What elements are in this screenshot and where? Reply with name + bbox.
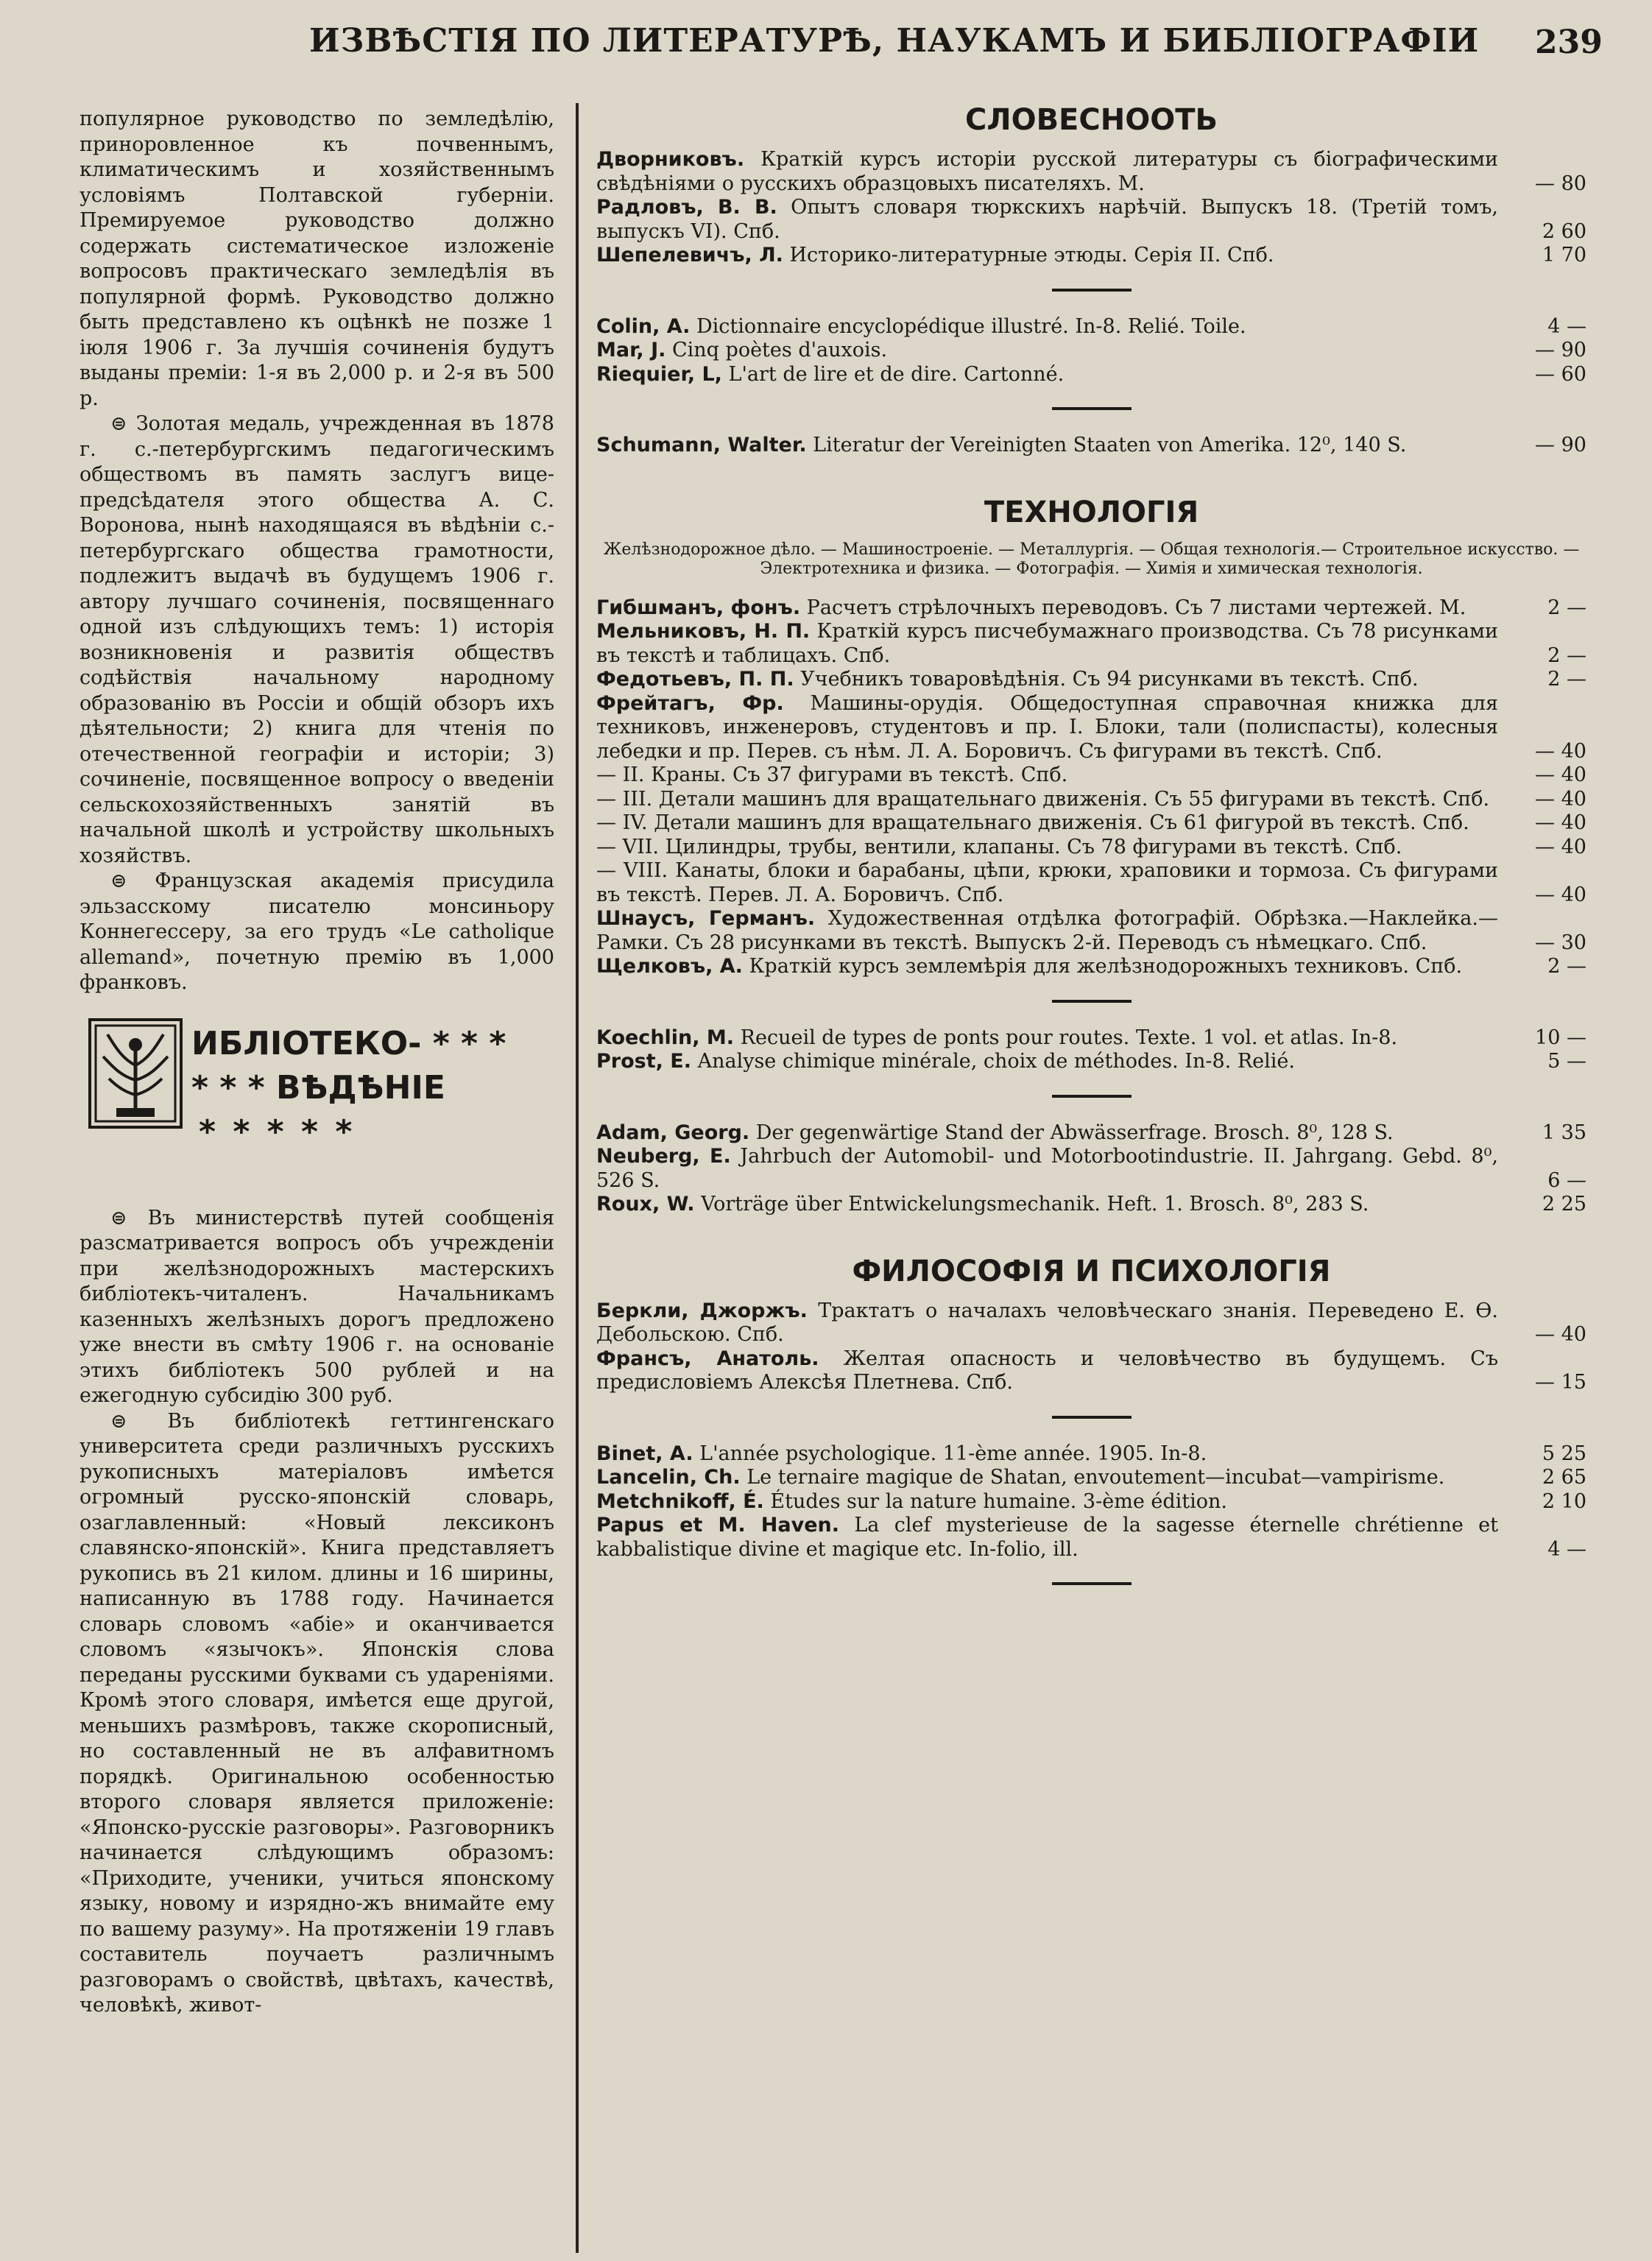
entry-author: Koechlin, M. <box>596 1026 735 1049</box>
book-entry <box>596 836 1586 860</box>
entry-price: — 40 <box>1535 739 1586 763</box>
entry-text: Художественная отдѣлка фотографій. Обрѣзка.—Наклейка.—Рамки. Съ 28 рисунками въ текстѣ. Выпускъ 2-й. Переводъ съ нѣмецкаго. Спб. <box>596 907 1498 954</box>
section-title-tekhnologia: ТЕХНОЛОГІЯ <box>984 495 1199 529</box>
section-spacer <box>596 1217 1586 1251</box>
paragraph-gold-medal: ⊜ Золотая медаль, учрежденная въ 1878 г. с.-петербургскимъ педагогическимъ обществомъ въ память заслугъ вице-предсѣдателя этого общества А. С. Воронова, нынѣ находящаяся въ вѣдѣніи с.-петербургскаго общества грамотности, подлежитъ выдачѣ въ будущемъ 1906 г. автору лучшаго сочиненія, посвященнаго одной изъ слѣдующихъ темъ: 1) исторія возникновенія и развитія обществъ содѣйствія начальному народному образованію въ Россіи и общій обзоръ ихъ дѣятельности; 2) книга для чтенія по отечественной географіи и исторіи; 3) сочиненіе, посвященное вопросу о введеніи сельскохозяйственныхъ занятій въ начальной школѣ и устройству школьныхъ хозяйствъ. <box>80 412 554 867</box>
right-column <box>596 99 1586 1609</box>
paragraph-french-academy: ⊜ Французская академія присудила эльзасскому писателю монсиньору Коннегессеру, за его трудъ «Le catholique allemand», почетную премію въ 1,000 франковъ. <box>80 870 554 994</box>
book-entry <box>596 1299 1586 1347</box>
entry-text: — VII. Цилиндры, трубы, вентили, клапаны. Съ 78 фигурами въ текстѣ. Спб. <box>596 835 1402 858</box>
entry-author: Lancelin, Ch. <box>596 1466 741 1489</box>
book-entry <box>596 859 1586 907</box>
entry-text: Recueil de types de ponts pour routes. Texte. 1 vol. et atlas. In-8. <box>734 1026 1398 1049</box>
entry-price: 2 65 <box>1542 1466 1586 1489</box>
entry-price: 2 25 <box>1542 1193 1586 1216</box>
entry-price: — 15 <box>1535 1371 1586 1394</box>
entry-price: — 40 <box>1535 787 1586 811</box>
entry-text: Literatur der Vereinigten Staaten von Amerika. 12⁰, 140 S. <box>806 434 1407 456</box>
entry-price: — 40 <box>1535 811 1586 834</box>
entry-price: 1 70 <box>1542 244 1586 267</box>
entry-price: 2 — <box>1547 668 1586 691</box>
entry-text: Vorträge über Entwickelungsmechanik. Heft. 1. Brosch. 8⁰, 283 S. <box>694 1193 1369 1216</box>
entry-price: — 80 <box>1535 172 1586 195</box>
book-entry <box>596 1145 1586 1193</box>
book-entry <box>596 434 1586 458</box>
running-title: ИЗВѢСТІЯ ПО ЛИТЕРАТУРѢ, НАУКАМЪ И БИБЛІОГРАФІИ <box>309 22 1480 60</box>
entry-price: — 40 <box>1535 835 1586 858</box>
book-entry <box>596 668 1586 692</box>
entry-text: Трактатъ о началахъ человѣческаго знанія. Переведено Е. Ѳ. Дебольскою. Спб. <box>596 1299 1498 1346</box>
book-entry <box>596 811 1586 836</box>
entry-author: Радловъ, В. В. <box>596 196 777 219</box>
entry-price: 5 — <box>1547 1050 1586 1073</box>
section-heading-library-science <box>88 1018 554 1180</box>
entry-author: Colin, A. <box>596 314 691 338</box>
entry-text: — II. Краны. Съ 37 фигурами въ текстѣ. Спб. <box>596 763 1068 786</box>
heading-line-1: ИБЛІОТЕКО- * * * <box>191 1024 506 1062</box>
entry-price: 2 — <box>1547 955 1586 978</box>
divider-rule <box>1052 1000 1132 1003</box>
entry-text: Машины-орудія. Общедоступная справочная книжка для техниковъ, инженеровъ, студентовъ и пр. I. Блоки, тали (полиспасты), колесныя лебедки и пр. Перев. съ нѣм. Л. А. Боровичъ. Съ фигурами въ текстѣ. Спб. <box>596 691 1498 763</box>
book-entry <box>596 315 1586 339</box>
book-entry <box>596 1347 1586 1395</box>
heading-line-3: * * * * * <box>199 1112 356 1151</box>
entry-text: — IV. Детали машинъ для вращательнаго движенія. Съ 61 фигурой въ текстѣ. Спб. <box>596 811 1469 834</box>
section-title-filosofia: ФИЛОСОФІЯ И ПСИХОЛОГІЯ <box>852 1254 1331 1288</box>
entry-price: 2 10 <box>1542 1489 1586 1513</box>
book-entry <box>596 907 1586 955</box>
entry-price: 2 — <box>1547 643 1586 667</box>
entry-author: Neuberg, E. <box>596 1145 731 1168</box>
entry-text: Краткій курсъ писчебумажнаго производства. Съ 78 рисунками въ текстѣ и таблицахъ. Спб. <box>596 620 1498 667</box>
entry-author: Франсъ, Анатоль. <box>596 1347 819 1370</box>
entry-author: Adam, Georg. <box>596 1121 750 1144</box>
entry-author: Щелковъ, А. <box>596 955 743 978</box>
entry-price: 2 — <box>1547 596 1586 619</box>
entry-author: Дворниковъ. <box>596 148 745 171</box>
entry-text: Jahrbuch der Automobil- und Motorbootindustrie. II. Jahrgang. Gebd. 8⁰, 526 S. <box>596 1145 1498 1192</box>
divider-rule <box>1052 407 1132 410</box>
entry-author: Riequier, L, <box>596 362 722 386</box>
book-entry <box>596 244 1586 268</box>
book-entry <box>596 196 1586 244</box>
entry-author: Мельниковъ, Н. П. <box>596 620 811 643</box>
entry-price: 5 25 <box>1542 1442 1586 1465</box>
section-topics: Желѣзнодорожное дѣло. — Машиностроеніе. — Металлургія. — Общая технологія.— Строительное искусство. — Электротехника и физика. — Фотографія. — Химія и химическая технологія. <box>603 540 1580 578</box>
entry-text: Der gegenwärtige Stand der Abwässerfrage. Brosch. 8⁰, 128 S. <box>749 1121 1394 1144</box>
entry-author: Шепелевичъ, Л. <box>596 244 783 267</box>
book-entry <box>596 763 1586 788</box>
entry-price: 2 60 <box>1542 219 1586 243</box>
entry-author: Prost, E. <box>596 1050 691 1073</box>
entry-price: 1 35 <box>1542 1121 1586 1144</box>
entry-author: Фрейтагъ, Фр. <box>596 691 784 715</box>
section-title-slovesnost: СЛОВЕСНООТЬ <box>964 103 1218 137</box>
page-number: 239 <box>1535 24 1603 61</box>
book-entry <box>596 339 1586 363</box>
entry-author: Mar, J. <box>596 339 666 361</box>
entry-text: Опытъ словаря тюркскихъ нарѣчій. Выпускъ 18. (Третій томъ, выпускъ VI). Спб. <box>596 196 1498 243</box>
entry-price: 10 — <box>1535 1026 1586 1049</box>
entry-text: L'art de lire et de dire. Cartonné. <box>721 362 1065 386</box>
entry-author: Беркли, Джоржъ. <box>596 1299 808 1322</box>
entry-author: Федотьевъ, П. П. <box>596 668 794 691</box>
entry-text: L'année psychologique. 11-ème année. 1905. In-8. <box>693 1442 1207 1465</box>
ornamental-initial-b-icon <box>88 1018 183 1129</box>
entry-price: — 60 <box>1535 362 1586 386</box>
page-header <box>0 16 1652 60</box>
entry-text: Краткій курсъ землемѣрія для желѣзнодорожныхъ техниковъ. Спб. <box>742 955 1463 978</box>
divider-rule <box>1052 1416 1132 1419</box>
entry-text: Желтая опасность и человѣчество въ будущемъ. Съ предисловіемъ Алексѣя Плетнева. Спб. <box>596 1347 1498 1394</box>
entry-text: Расчетъ стрѣлочныхъ переводовъ. Съ 7 листами чертежей. М. <box>800 596 1466 619</box>
entry-author: Binet, A. <box>596 1442 693 1465</box>
book-entry <box>596 1193 1586 1217</box>
book-entry <box>596 596 1586 621</box>
book-entry <box>596 1026 1586 1051</box>
entry-author: Гибшманъ, фонъ. <box>596 596 801 619</box>
divider-rule <box>1052 289 1132 292</box>
entry-price: — 40 <box>1535 1323 1586 1346</box>
entry-price: — 40 <box>1535 883 1586 906</box>
entry-author: Schumann, Walter. <box>596 434 807 456</box>
entry-author: Metchnikoff, É. <box>596 1489 764 1513</box>
paragraph-gottingen-dictionary: ⊜ Въ библіотекѣ геттингенскаго университета среди различныхъ русскихъ рукописныхъ матеріаловъ имѣется огромный русско-японскій словарь, озаглавленный: «Новый лексиконъ славянско-японскій». Книга представляетъ рукопись въ 21 килом. длины и 16 ширины, написанную въ 1788 году. Начинается словарь словомъ «абіе» и оканчивается словомъ «язычокъ». Японскія слова переданы русскими буквами съ удареніями. Кромѣ этого словаря, имѣется еще другой, меньшихъ размѣровъ, также скорописный, но составленный не въ алфавитномъ порядкѣ. Оригинальною особенностью второго словаря является приложеніе: «Японско-русскіе разговоры». Разговорникъ начинается слѣдующимъ образомъ: «Приходите, ученики, учиться японскому языку, новому и изрядно-жъ внимайте ему по вашему разуму». На протяженіи 19 главъ составитель поучаетъ различнымъ разговорамъ о свойствѣ, цвѣтахъ, качествѣ, человѣкѣ, живот- <box>80 1409 554 2017</box>
book-entry <box>596 363 1586 387</box>
entry-price: — 90 <box>1535 434 1586 456</box>
section-spacer <box>596 458 1586 492</box>
entry-price: — 30 <box>1535 931 1586 954</box>
book-entry <box>596 955 1586 979</box>
entry-author: Papus et M. Haven. <box>596 1514 839 1537</box>
paragraph-agriculture-prize: популярное руководство по земледѣлію, приноровленное къ почвеннымъ, климатическимъ и хозяйственнымъ условіямъ Полтавской губерніи. Премируемое руководство должно содержать систематическое изложеніе вопросовъ практическаго земледѣлія въ популярной формѣ. Руководство должно быть представлено къ оцѣнкѣ не позже 1 іюля 1906 г. За лучшія сочиненія будутъ выданы преміи: 1-я въ 2,000 р. и 2-я въ 500 р. <box>80 107 554 410</box>
book-entry <box>596 1050 1586 1074</box>
heading-line-2: * * * ВѢДѢНІЕ <box>191 1068 445 1107</box>
book-entry <box>596 148 1586 196</box>
entry-text: — VIII. Канаты, блоки и барабаны, цѣпи, крюки, храповики и тормоза. Съ фигурами въ текстѣ. Перев. Л. А. Боровичъ. Спб. <box>596 859 1498 906</box>
entry-price: — 40 <box>1535 763 1586 786</box>
book-entry <box>596 1121 1586 1146</box>
book-entry <box>596 1466 1586 1490</box>
entry-author: Roux, W. <box>596 1193 695 1216</box>
paragraph-railway-libraries: ⊜ Въ министерствѣ путей сообщенія разсматривается вопросъ объ учрежденіи при желѣзнодорожныхъ мастерскихъ библіотекъ-читаленъ. Начальникамъ казенныхъ желѣзныхъ дорогъ предложено уже внести въ смѣту 1906 г. на основаніе этихъ библіотекъ 500 рублей и на ежегодную субсидію 300 руб. <box>80 1206 554 1407</box>
entry-text: Учебникъ товаровѣдѣнія. Съ 94 рисунками въ текстѣ. Спб. <box>794 668 1419 691</box>
entry-author: Шнаусъ, Германъ. <box>596 907 816 930</box>
book-entry <box>596 620 1586 668</box>
book-entry <box>596 1442 1586 1467</box>
entry-text: Cinq poètes d'auxois. <box>666 339 888 361</box>
entry-price: 6 — <box>1547 1168 1586 1192</box>
entry-text: Études sur la nature humaine. 3-ème édition. <box>763 1489 1227 1513</box>
entry-text: Dictionnaire encyclopédique illustré. In-8. Relié. Toile. <box>690 314 1246 338</box>
entry-price: 4 — <box>1547 314 1586 338</box>
book-entry <box>596 692 1586 764</box>
divider-rule <box>1052 1095 1132 1098</box>
entry-text: — III. Детали машинъ для вращательнаго движенія. Съ 55 фигурами въ текстѣ. Спб. <box>596 787 1490 811</box>
entry-text: Краткій курсъ исторіи русской литературы съ біографическими свѣдѣніями о русскихъ образцовыхъ писателяхъ. М. <box>596 148 1498 195</box>
entry-text: Le ternaire magique de Shatan, envoutement—incubat—vampirisme. <box>740 1466 1445 1489</box>
book-entry <box>596 788 1586 812</box>
left-column <box>80 107 554 2019</box>
book-entry <box>596 1490 1586 1514</box>
book-entry <box>596 1514 1586 1562</box>
entry-text: La clef mysterieuse de la sagesse éternelle chrétienne et kabbalistique divine et magique etc. In-folio, ill. <box>596 1514 1498 1561</box>
entry-price: — 90 <box>1535 339 1586 361</box>
entry-text: Историко-литературные этюды. Серія II. Спб. <box>783 244 1274 267</box>
entry-text: Analyse chimique minérale, choix de méthodes. In-8. Relié. <box>691 1050 1295 1073</box>
column-divider <box>576 103 579 2253</box>
divider-rule <box>1052 1582 1132 1585</box>
entry-price: 4 — <box>1547 1537 1586 1561</box>
